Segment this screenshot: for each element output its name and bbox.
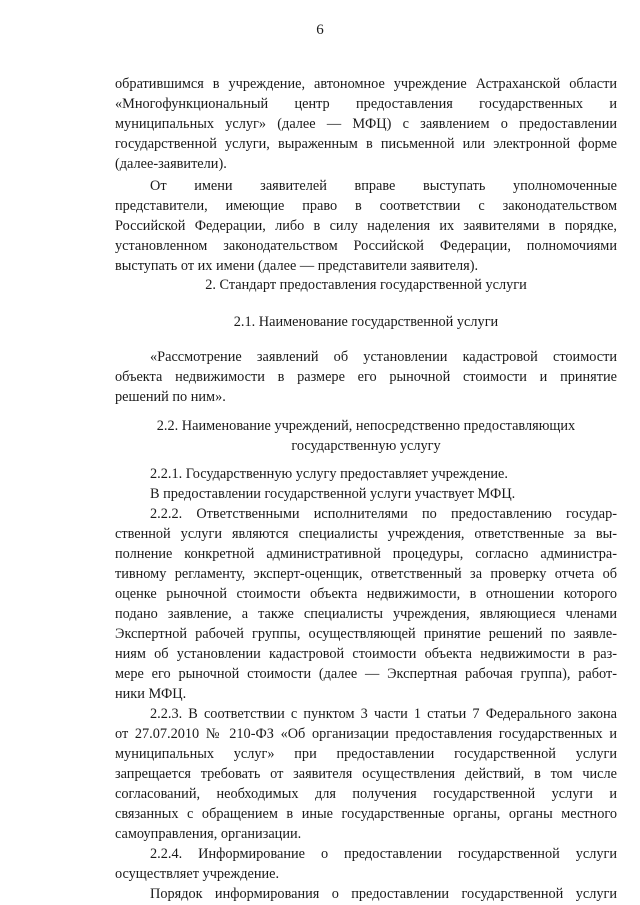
subsection-heading: государственную услугу: [291, 438, 441, 454]
paragraph-line: муниципальных услуг» (далее — МФЦ) с заявлением о предоставлении: [115, 116, 617, 132]
subsection-heading: 2.1. Наименование государственной услуги: [233, 314, 499, 330]
paragraph-line: самоуправления, организации.: [115, 826, 302, 842]
paragraph-line: полнение конкретной административной процедуры, согласно администра-: [115, 546, 617, 562]
paragraph-line: ственной услуги являются специалисты учреждения, ответственные за вы-: [115, 526, 617, 542]
paragraph-line: (далее-заявители).: [115, 156, 227, 172]
paragraph-line: В предоставлении государственной услуги участвует МФЦ.: [150, 486, 516, 502]
paragraph-line: обратившимся в учреждение, автономное учреждение Астраханской области: [115, 76, 617, 92]
paragraph-line: ниям об установлении кадастровой стоимости объекта недвижимости в раз-: [115, 646, 617, 662]
paragraph-line: решений по ним».: [115, 389, 226, 405]
paragraph-line: осуществляет учреждение.: [115, 866, 280, 882]
paragraph-line: выступать от их имени (далее — представители заявителя).: [115, 258, 479, 274]
paragraph-line: представители, имеющие право в соответствии с законодательством: [115, 198, 617, 214]
paragraph-line: тивному регламенту, эксперт-оценщик, ответственный за проверку отчета об: [115, 566, 617, 582]
paragraph-line: мере его рыночной стоимости (далее — Экспертная рабочая группа), работ-: [115, 666, 617, 682]
paragraph-line: Российской Федерации, либо в силу наделения их заявителями в порядке,: [115, 218, 617, 234]
subsection-heading: 2.2. Наименование учреждений, непосредственно предоставляющих: [156, 418, 576, 434]
paragraph-line: Экспертной рабочей группы, осуществляющей принятие решений по заявле-: [115, 626, 617, 642]
paragraph-line: объекта недвижимости в размере его рыночной стоимости и принятие: [115, 369, 617, 385]
paragraph-line: 2.2.2. Ответственными исполнителями по предоставлению государ-: [150, 506, 617, 522]
paragraph-line: «Многофункциональный центр предоставления государственных и: [115, 96, 617, 112]
paragraph-line: «Рассмотрение заявлений об установлении кадастровой стоимости: [150, 349, 617, 365]
paragraph-line: согласований, необходимых для получения государственной услуги и: [115, 786, 617, 802]
paragraph-line: оценке рыночной стоимости объекта недвижимости, в отношении которого: [115, 586, 617, 602]
paragraph-line: муниципальных услуг» при предоставлении государственной услуги: [115, 746, 617, 762]
paragraph-line: государственной услуги, выраженным в письменной или электронной форме: [115, 136, 617, 152]
paragraph-line: подано заявление, а также специалисты учреждения, являющиеся членами: [115, 606, 617, 622]
paragraph-line: от 27.07.2010 № 210-ФЗ «Об организации предоставления государственных и: [115, 726, 617, 742]
paragraph-line: запрещается требовать от заявителя осуществления действий, в том числе: [115, 766, 617, 782]
page-number: 6: [316, 22, 324, 38]
paragraph-line: связанных с обращением в иные государственные органы, органы местного: [115, 806, 617, 822]
paragraph-line: ники МФЦ.: [115, 686, 187, 702]
paragraph-line: От имени заявителей вправе выступать уполномоченные: [150, 178, 617, 194]
paragraph-line: 2.2.3. В соответствии с пунктом 3 части 1 статьи 7 Федерального закона: [150, 706, 617, 722]
paragraph-line: Порядок информирования о предоставлении государственной услуги: [150, 886, 617, 902]
paragraph-line: 2.2.1. Государственную услугу предоставляет учреждение.: [150, 466, 508, 482]
paragraph-line: установленном законодательством Российской Федерации, полномочиями: [115, 238, 617, 254]
paragraph-line: 2.2.4. Информирование о предоставлении государственной услуги: [150, 846, 617, 862]
section-heading: 2. Стандарт предоставления государственной услуги: [205, 277, 527, 293]
